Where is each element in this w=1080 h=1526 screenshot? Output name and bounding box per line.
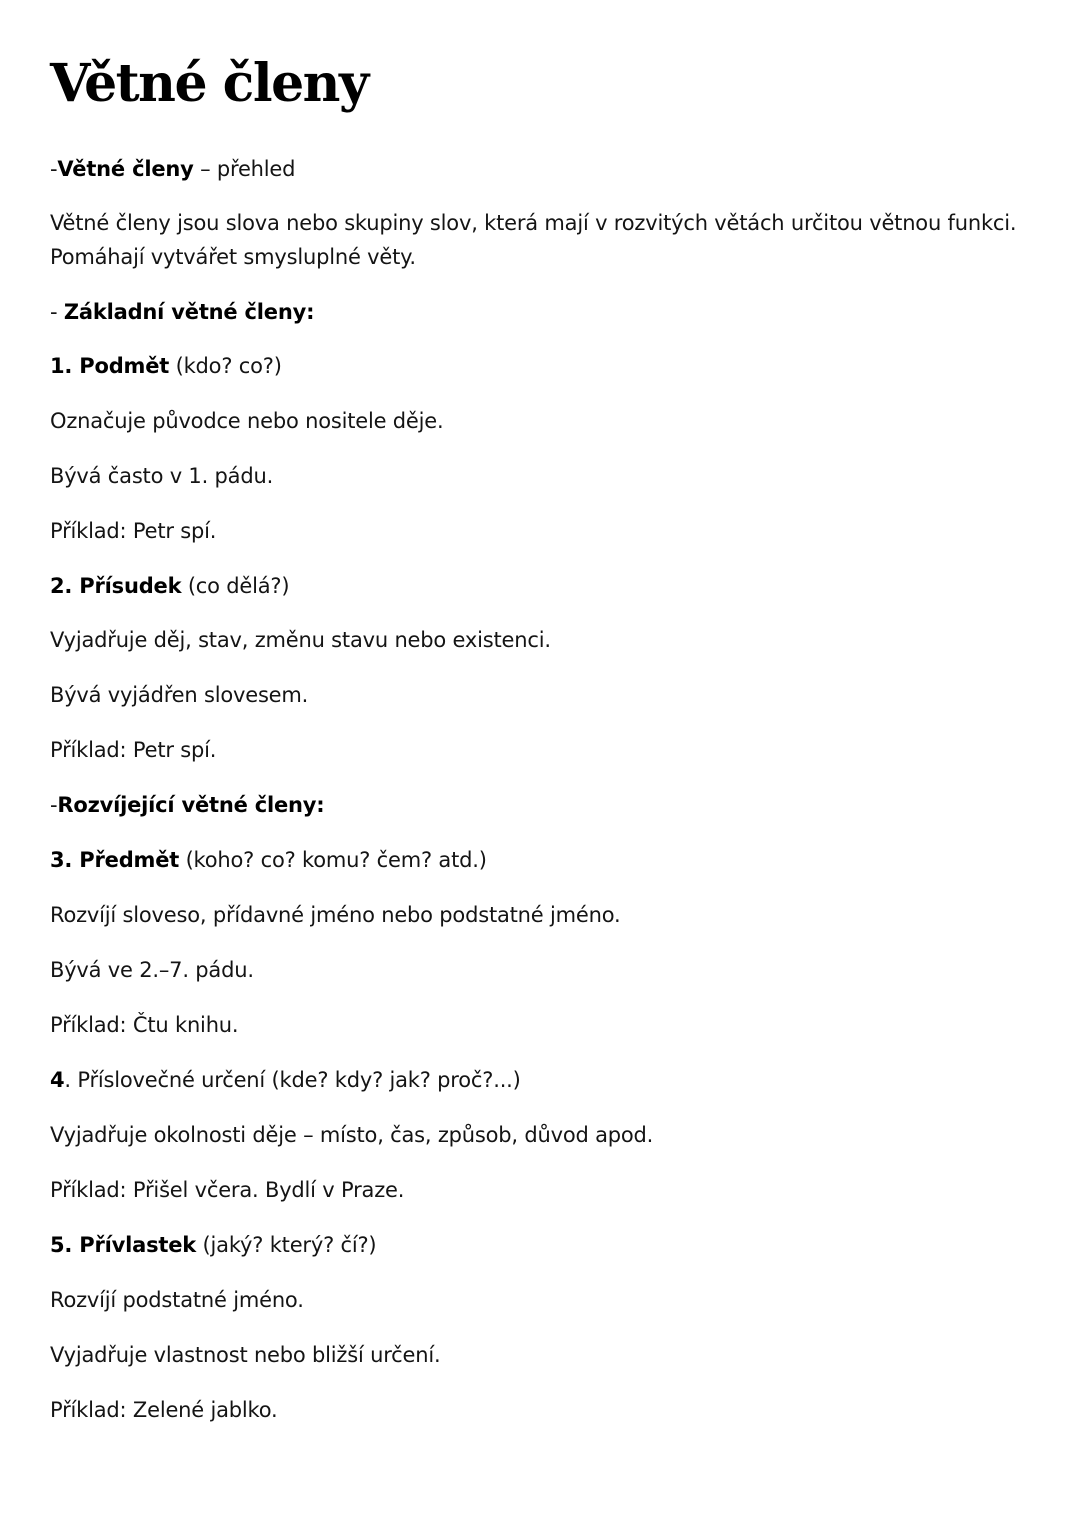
heading-rest: (jaký? který? čí?) (196, 1233, 377, 1257)
object-line: Rozvíjí sloveso, přídavné jméno nebo podstatné jméno. (50, 903, 621, 927)
intro-line: Pomáhají vytvářet smysluplné věty. (50, 245, 416, 269)
object-heading (50, 843, 487, 877)
heading-rest: (kdo? co?) (169, 354, 282, 378)
overview-line (50, 152, 295, 186)
overview-rest: – přehled (193, 157, 296, 181)
object-line: Bývá ve 2.–7. pádu. (50, 958, 254, 982)
adverbial-heading (50, 1063, 521, 1097)
predicate-line: Vyjadřuje děj, stav, změnu stavu nebo existenci. (50, 628, 551, 652)
adverbial-line: Vyjadřuje okolnosti děje – místo, čas, způsob, důvod apod. (50, 1123, 654, 1147)
heading-bold: 2. Přísudek (50, 574, 182, 598)
heading-rest: (co dělá?) (181, 574, 290, 598)
heading-bold: 3. Předmět (50, 848, 180, 872)
adverbial-example: Příklad: Přišel včera. Bydlí v Praze. (50, 1178, 405, 1202)
intro-line: Větné členy jsou slova nebo skupiny slov, která mají v rozvitých větách určitou větnou funkci. (50, 211, 1017, 235)
heading-bold: Rozvíjející větné členy: (57, 793, 325, 817)
attribute-example: Příklad: Zelené jablko. (50, 1398, 278, 1422)
basic-members-heading (50, 295, 314, 329)
page-title: Větné členy (50, 53, 368, 114)
heading-bold: Základní větné členy: (63, 300, 315, 324)
subject-line: Bývá často v 1. pádu. (50, 464, 274, 488)
attribute-line: Rozvíjí podstatné jméno. (50, 1288, 304, 1312)
attribute-heading (50, 1228, 376, 1262)
subject-line: Označuje původce nebo nositele děje. (50, 409, 444, 433)
heading-prefix: - (50, 793, 58, 817)
heading-prefix: - (50, 300, 64, 324)
heading-rest: . Příslovečné určení (kde? kdy? jak? proč?...) (64, 1068, 521, 1092)
subject-example: Příklad: Petr spí. (50, 519, 217, 543)
predicate-heading (50, 569, 289, 603)
heading-bold: 1. Podmět (50, 354, 170, 378)
heading-bold: 5. Přívlastek (50, 1233, 197, 1257)
heading-bold: 4 (50, 1068, 65, 1092)
attribute-line: Vyjadřuje vlastnost nebo bližší určení. (50, 1343, 441, 1367)
overview-bold: Větné členy (57, 157, 194, 181)
heading-rest: (koho? co? komu? čem? atd.) (179, 848, 487, 872)
subject-heading (50, 349, 282, 383)
developing-members-heading (50, 788, 325, 822)
object-example: Příklad: Čtu knihu. (50, 1013, 239, 1037)
overview-prefix: - (50, 157, 58, 181)
predicate-example: Příklad: Petr spí. (50, 738, 217, 762)
predicate-line: Bývá vyjádřen slovesem. (50, 683, 309, 707)
